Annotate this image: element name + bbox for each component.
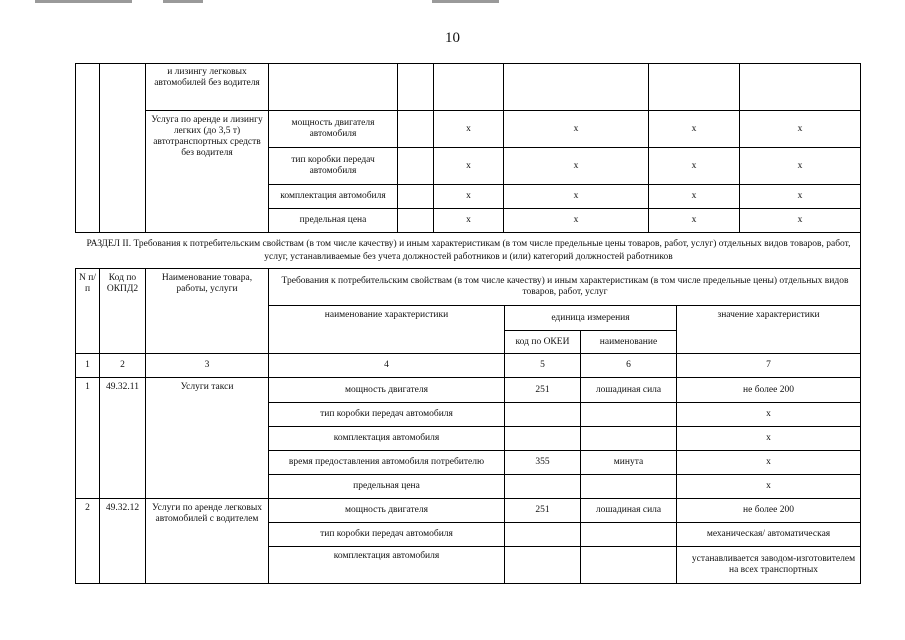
characteristic-name: время предоставления автомобиля потребителю [288, 457, 485, 467]
scan-edge-mark [163, 0, 203, 3]
okei-code: 251 [535, 505, 550, 515]
page-number: 10 [445, 30, 460, 46]
characteristic-name: предельная цена [353, 481, 420, 491]
header-okpd: Код по ОКПД2 [106, 273, 139, 294]
item-num: 2 [85, 503, 90, 513]
characteristic-value: х [766, 433, 771, 443]
characteristic-value: х [766, 481, 771, 491]
header-value: значение характеристики [717, 310, 820, 320]
cell-value: х [573, 191, 579, 201]
characteristic-value: х [766, 409, 771, 419]
unit-name: лошадиная сила [595, 384, 662, 395]
header-okei: код по ОКЕИ [515, 336, 570, 347]
cell-value: х [797, 215, 803, 225]
unit-name [581, 475, 676, 498]
header-char-name: наименование характеристики [324, 310, 449, 320]
unit-name: лошадиная сила [595, 505, 662, 515]
cell-value: х [797, 191, 803, 201]
characteristic-name: комплектация автомобиля [333, 433, 440, 443]
cell-value: х [466, 123, 471, 134]
item-name: Услуги по аренде легковых автомобилей с водителем [152, 503, 262, 524]
header-requirements: Требования к потребительским свойствам (в том числе качеству) и иным характеристикам (в том числе предельные цены) отдельных видов товаров, работ, услуг [281, 276, 849, 297]
cell-value: х [691, 215, 697, 225]
header-unit-name: наименование [599, 336, 658, 347]
okei-code: 251 [535, 384, 550, 395]
characteristic-name: предельная цена [299, 215, 367, 225]
okei-code [505, 427, 580, 450]
okei-code [505, 523, 580, 546]
item-num: 1 [85, 382, 90, 392]
okei-code: 355 [535, 457, 550, 467]
unit-name [581, 427, 676, 450]
scan-edge-mark [432, 0, 499, 3]
service-name: Услуга по аренде и лизингу легких (до 3,5 т) автотранспортных средств без водителя [151, 115, 263, 158]
unit-name [581, 523, 676, 546]
scan-edge-mark [35, 0, 132, 3]
okei-code [505, 475, 580, 498]
cell-value: х [466, 215, 471, 225]
item-okpd: 49.32.12 [105, 503, 140, 513]
cell-value: х [573, 123, 579, 134]
characteristic-value: не более 200 [743, 384, 794, 395]
characteristic-name: мощность двигателя [345, 505, 428, 515]
cell-value: х [466, 160, 471, 171]
service-name-continued: и лизингу легковых автомобилей без водителя [154, 67, 260, 88]
item-name: Услуги такси [180, 382, 234, 392]
unit-name: минута [613, 457, 644, 467]
cell-value: х [466, 191, 471, 201]
header-unit: единица измерения [551, 312, 630, 323]
column-number: 7 [766, 360, 771, 370]
column-number: 6 [626, 360, 631, 370]
characteristic-name: тип коробки передач автомобиля [320, 529, 453, 539]
table-rule [99, 63, 100, 233]
characteristic-value: не более 200 [743, 505, 794, 515]
characteristic-name: тип коробки передач автомобиля [291, 155, 375, 176]
header-num: N п/п [79, 273, 96, 294]
cell-value: х [691, 191, 697, 201]
characteristic-name: комплектация автомобиля [333, 551, 440, 561]
characteristic-value: механическая/ автоматическая [706, 529, 831, 539]
section-title: РАЗДЕЛ II. Требования к потребительским свойствам (в том числе качеству) и иным характеристикам (в том числе предельные цены товаров, работ, услуг) отдельных видов товаров, работ, услуг, устанавливаемые без учета должностей работников и (или) категорий должностей работников [86, 238, 851, 262]
unit-name [581, 403, 676, 426]
cell-value: х [691, 123, 697, 134]
header-name: Наименование товара, работы, услуги [161, 273, 253, 294]
characteristic-name: мощность двигателя автомобиля [291, 118, 375, 139]
characteristic-value: устанавливается заводом-изготовителем на всех транспортных [691, 554, 856, 575]
table-rule [397, 63, 398, 233]
characteristic-name: тип коробки передач автомобиля [320, 409, 453, 419]
table-rule [75, 63, 76, 233]
cell-value: х [573, 160, 579, 171]
cell-value: х [573, 215, 579, 225]
column-number: 4 [384, 360, 389, 370]
table-rule [75, 583, 861, 584]
column-number: 5 [540, 360, 545, 370]
column-number: 3 [204, 360, 210, 370]
cell-value: х [691, 160, 697, 171]
okei-code [505, 547, 580, 583]
characteristic-name: комплектация автомобиля [280, 191, 386, 201]
cell-value: х [797, 123, 803, 134]
item-okpd: 49.32.11 [106, 382, 139, 392]
unit-name [581, 547, 676, 583]
characteristic-value: х [766, 457, 771, 467]
cell-value: х [797, 160, 803, 171]
column-number: 1 [85, 360, 90, 370]
characteristic-name: мощность двигателя [345, 384, 428, 395]
column-number: 2 [120, 360, 125, 370]
table-rule [860, 63, 861, 583]
okei-code [505, 403, 580, 426]
